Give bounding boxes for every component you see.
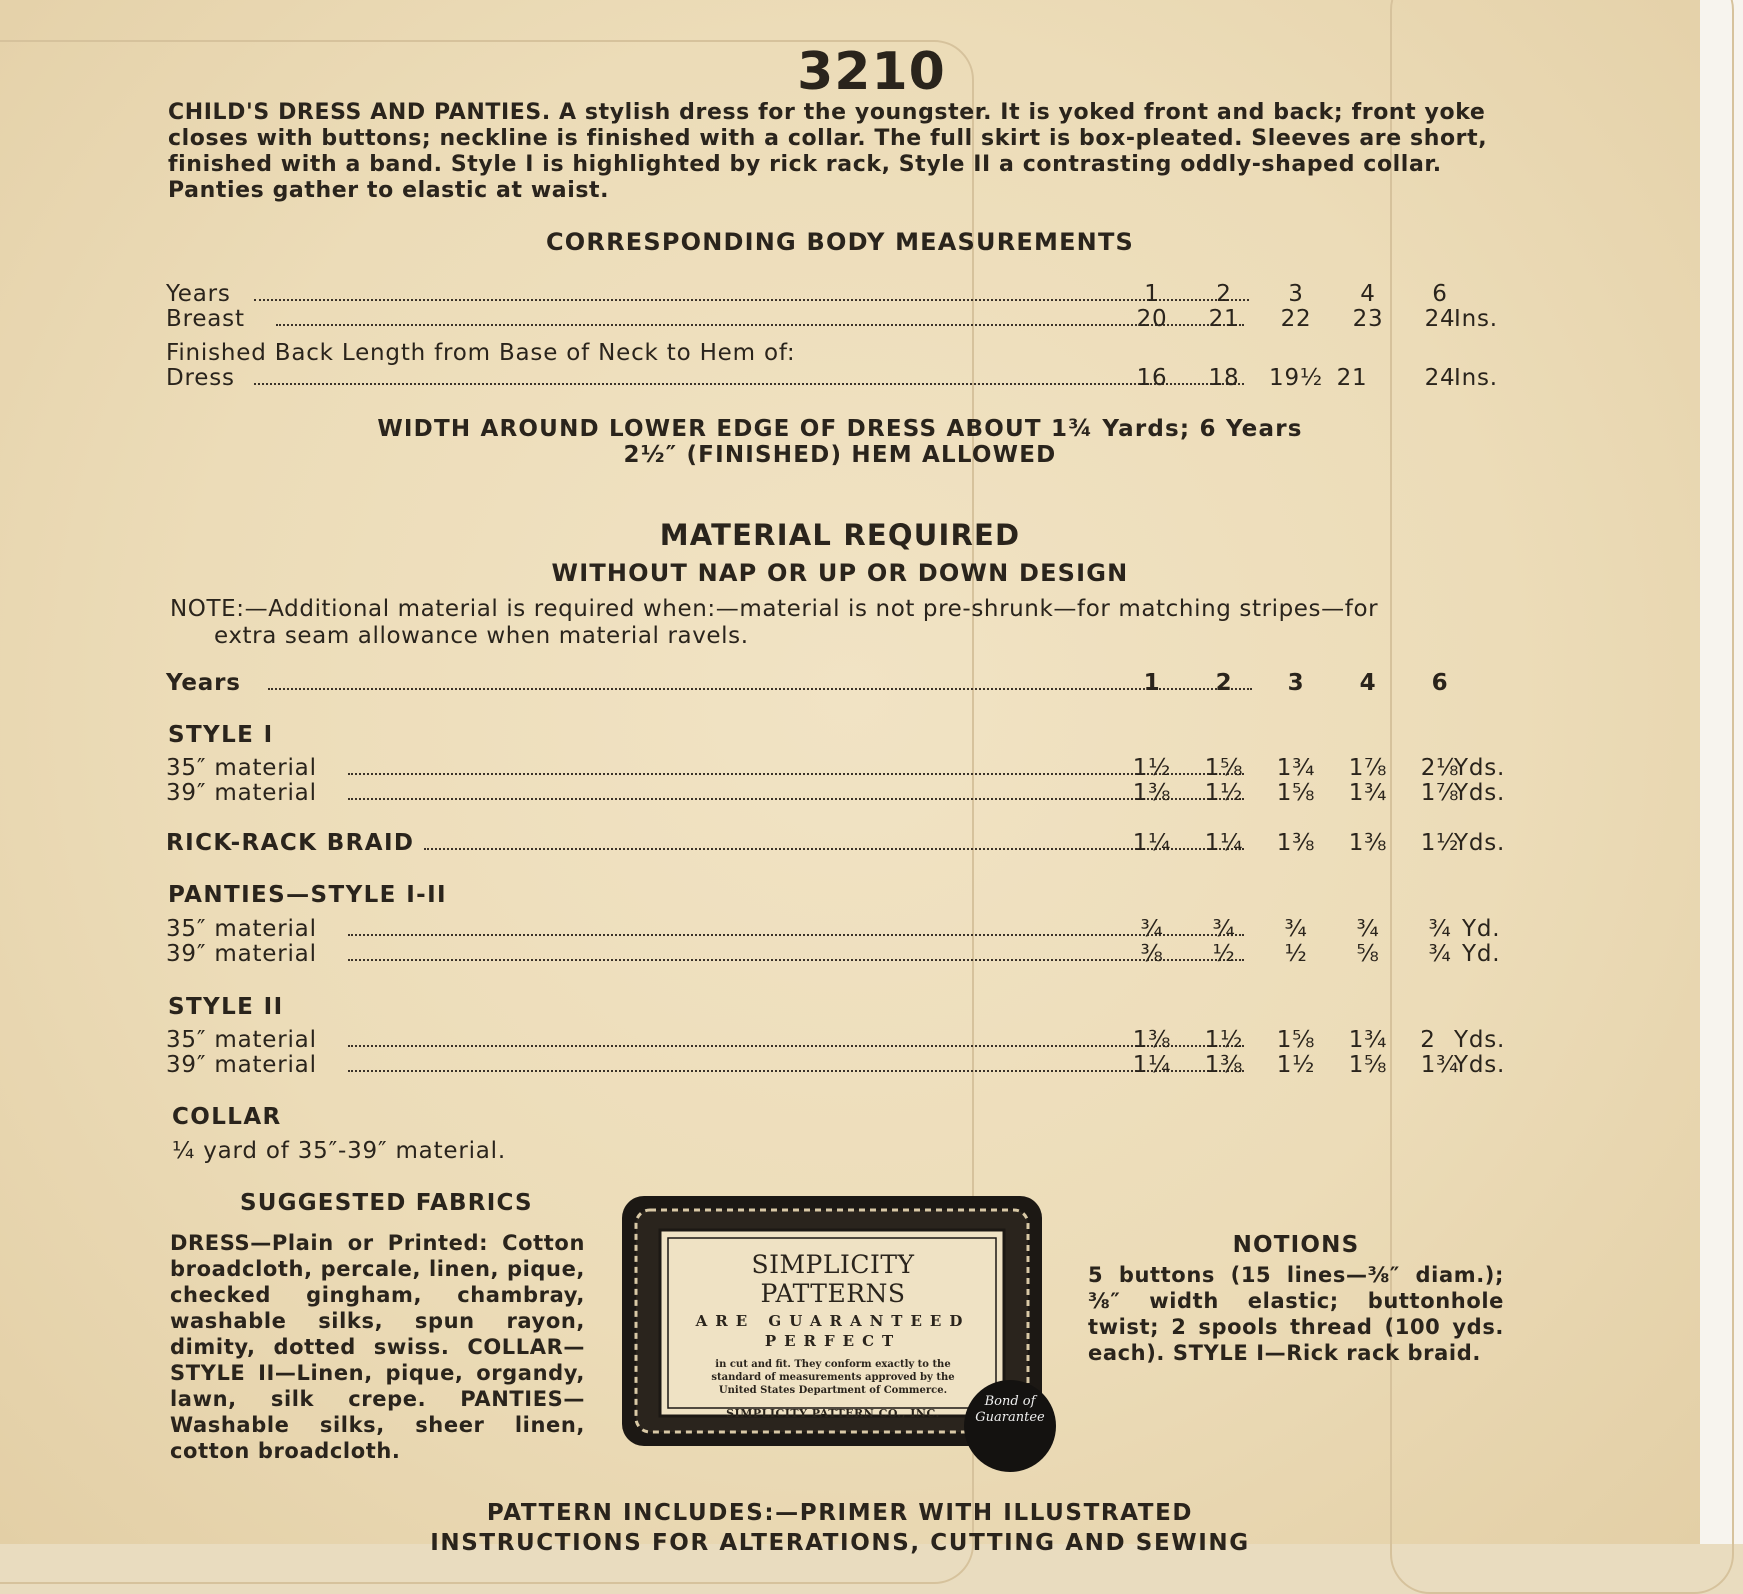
row-label: Dress [166, 365, 235, 391]
rick-rack-row [166, 830, 1506, 860]
pattern-description: CHILD'S DRESS AND PANTIES. A stylish dress for the youngster. It is yoked front and back; front yoke closes with buttons; neckline is finished with a collar. The full skirt is box-pleated. Sleeves are short, finished with a band. Style I is highlighted by rick rack, Style II a contrasting oddly-shaped collar. Panties gather to elastic at waist. [168, 100, 1488, 203]
collar-title: COLLAR [172, 1104, 282, 1130]
row-label: 35″ material [166, 755, 317, 781]
cell: ¾ [1356, 916, 1380, 942]
cell: 1⅝ [1348, 1052, 1388, 1078]
row-label: Years [166, 670, 241, 696]
cell: ¾ [1140, 916, 1164, 942]
material-subheading: WITHOUT NAP OR UP OR DOWN DESIGN [551, 559, 1129, 587]
body-measurements-heading: CORRESPONDING BODY MEASUREMENTS [545, 228, 1135, 256]
leader-dots [348, 773, 1244, 775]
row-label: Years [166, 281, 231, 307]
cell: 2 [1420, 1027, 1436, 1053]
panties-title: PANTIES—STYLE I-II [168, 882, 448, 908]
bond-of-guarantee-badge: Bond of Guarantee [964, 1380, 1056, 1472]
cell: 1¾ [1420, 1052, 1460, 1078]
row-label: 35″ material [166, 916, 317, 942]
row-label: 35″ material [166, 1027, 317, 1053]
material-note [170, 596, 1500, 650]
unit: Ins. [1454, 306, 1498, 332]
footer-line-2: INSTRUCTIONS FOR ALTERATIONS, CUTTING AND SEWING [430, 1530, 1250, 1556]
cell: ½ [1212, 941, 1236, 967]
seal-line3: PERFECT [764, 1332, 902, 1350]
cell: 24 [1424, 365, 1456, 391]
cell: 1⅜ [1132, 780, 1172, 806]
seal-company: SIMPLICITY PATTERN CO., INC. [726, 1407, 940, 1420]
mat-years-row [166, 670, 1506, 700]
unit: Yds. [1454, 780, 1506, 806]
unit: Ins. [1454, 365, 1498, 391]
cell: 2 [1216, 281, 1232, 307]
style2-title: STYLE II [168, 994, 284, 1020]
leader-dots [254, 299, 1249, 301]
cell: 1⅜ [1276, 830, 1316, 856]
collar-text: ¼ yard of 35″-39″ material. [172, 1138, 506, 1164]
cell: 22 [1280, 306, 1312, 332]
cell: 6 [1431, 670, 1449, 696]
cell: ¾ [1428, 941, 1452, 967]
cell: 1⅜ [1204, 1052, 1244, 1078]
fabrics-heading: SUGGESTED FABRICS [240, 1190, 533, 1216]
note-line-2: extra seam allowance when material ravels. [214, 623, 749, 649]
note-line-1: NOTE:—Additional material is required when:—material is not pre-shrunk—for matching stripes—for [170, 596, 1379, 622]
cell: ¾ [1284, 916, 1308, 942]
material-heading: MATERIAL REQUIRED [659, 518, 1021, 552]
cell: 18 [1208, 365, 1240, 391]
cell: ⅝ [1356, 941, 1380, 967]
width-line: WIDTH AROUND LOWER EDGE OF DRESS ABOUT 1¾ Yards; 6 Years [377, 416, 1303, 442]
seal-line2: ARE GUARANTEED [695, 1312, 971, 1330]
cell: 21 [1208, 306, 1240, 332]
unit: Yds. [1454, 755, 1506, 781]
cell: 1½ [1132, 755, 1172, 781]
unit: Yds. [1454, 1027, 1506, 1053]
cell: 1¾ [1348, 780, 1388, 806]
cell: 1⅞ [1420, 780, 1460, 806]
fabrics-text: DRESS—Plain or Printed: Cotton broadcloth, percale, linen, pique, checked gingham, chambray, washable silks, spun rayon, dimity, dotted swiss. COLLAR—STYLE II—Linen, pique, organdy, lawn, silk crepe. PANTIES—Washable silks, sheer linen, cotton broadcloth. [170, 1231, 586, 1463]
notions-text: 5 buttons (15 lines—⅜″ diam.); ⅜″ width elastic; buttonhole twist; 2 spools thread (100 yds. each). STYLE I—Rick rack braid. [1088, 1263, 1504, 1365]
row-label: 39″ material [166, 941, 317, 967]
cell: 23 [1352, 306, 1384, 332]
bm-dress-row [166, 365, 1506, 395]
row-label: Breast [166, 306, 245, 332]
panties-39-row [166, 941, 1506, 971]
style1-39-row [166, 780, 1506, 810]
cell: 1⅜ [1348, 830, 1388, 856]
cell: 3 [1288, 281, 1304, 307]
pattern-number: 3210 [797, 42, 946, 102]
unit: Yd. [1462, 916, 1501, 942]
bm-breast-row [166, 306, 1506, 336]
row-label: 39″ material [166, 1052, 317, 1078]
cell: 6 [1432, 281, 1448, 307]
cell: ¾ [1212, 916, 1236, 942]
cell: 1¼ [1204, 830, 1244, 856]
notions-heading: NOTIONS [1232, 1232, 1360, 1258]
leader-dots [348, 959, 1244, 961]
unit: Yds. [1454, 830, 1506, 856]
leader-dots [254, 383, 1244, 385]
cell: 1⅝ [1204, 755, 1244, 781]
unit: Yds. [1454, 1052, 1506, 1078]
cell: 1¾ [1276, 755, 1316, 781]
cell: ½ [1284, 941, 1308, 967]
cell: 1½ [1276, 1052, 1316, 1078]
cell: 1 [1144, 281, 1160, 307]
cell: 20 [1136, 306, 1168, 332]
footer-line-1: PATTERN INCLUDES:—PRIMER WITH ILLUSTRATED [486, 1500, 1194, 1526]
cell: 3 [1287, 670, 1305, 696]
cell: 1½ [1420, 830, 1460, 856]
leader-dots [276, 324, 1244, 326]
leader-dots [348, 1045, 1244, 1047]
cell: 1¼ [1132, 1052, 1172, 1078]
cell: 19½ [1269, 365, 1323, 391]
cell: 24 [1424, 306, 1456, 332]
cell: 1¾ [1348, 1027, 1388, 1053]
cell: 1 [1143, 670, 1161, 696]
seal-title: SIMPLICITY PATTERNS [751, 1250, 915, 1308]
cell: 1⅞ [1348, 755, 1388, 781]
unit: Yd. [1462, 941, 1501, 967]
row-label: Finished Back Length from Base of Neck to Hem of: [166, 340, 796, 366]
seal-small-text: in cut and fit. They conform exactly to the standard of measurements approved by the United States Department of Commerce. [711, 1359, 955, 1396]
cell: 4 [1360, 281, 1376, 307]
leader-dots [348, 798, 1244, 800]
hem-line: 2½″ (FINISHED) HEM ALLOWED [623, 442, 1057, 468]
row-label: RICK-RACK BRAID [166, 830, 415, 856]
cell: 1⅝ [1276, 780, 1316, 806]
cell: 16 [1136, 365, 1168, 391]
cell: 1⅝ [1276, 1027, 1316, 1053]
style2-39-row [166, 1052, 1506, 1082]
leader-dots [348, 934, 1244, 936]
seal-text [680, 1250, 986, 1420]
cell: 1½ [1204, 1027, 1244, 1053]
row-label: 39″ material [166, 780, 317, 806]
leader-dots [268, 688, 1252, 690]
cell: 2 [1215, 670, 1233, 696]
leader-dots [348, 1070, 1244, 1072]
cell: 4 [1359, 670, 1377, 696]
cell: ⅜ [1140, 941, 1164, 967]
cell: 1¼ [1132, 830, 1172, 856]
cell: ¾ [1428, 916, 1452, 942]
cell: 1⅜ [1132, 1027, 1172, 1053]
cell: 2⅛ [1420, 755, 1460, 781]
cell: 21 [1336, 365, 1368, 391]
collar-text-row [172, 1138, 1512, 1168]
style1-title: STYLE I [168, 722, 274, 748]
cell: 1½ [1204, 780, 1244, 806]
